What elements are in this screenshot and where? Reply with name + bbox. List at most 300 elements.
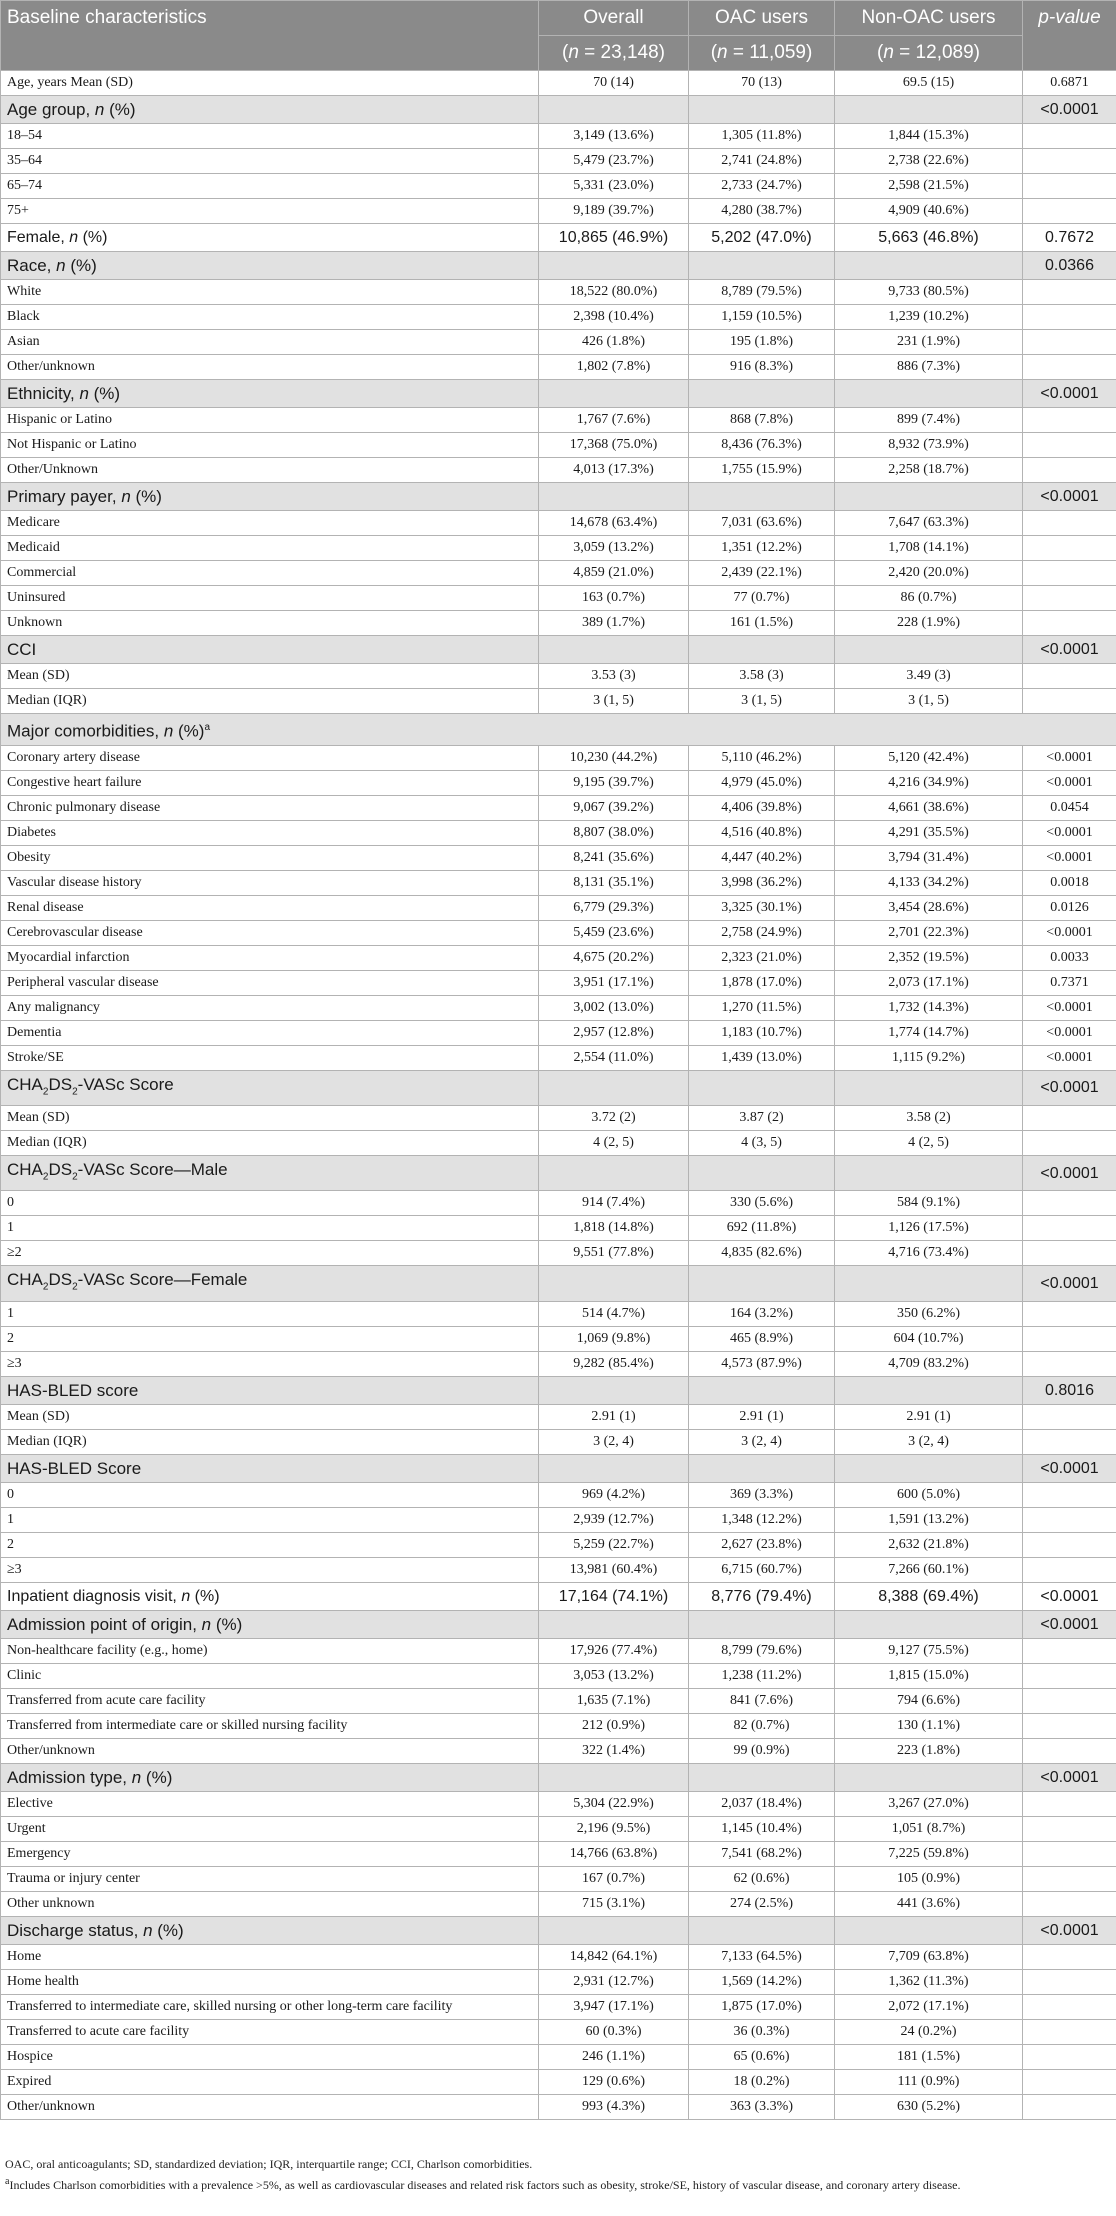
row-label: 65–74 — [1, 174, 539, 199]
table-row — [1, 305, 1116, 330]
cell-non-oac: 604 (10.7%) — [835, 1326, 1023, 1351]
cell-non-oac: 3,794 (31.4%) — [835, 845, 1023, 870]
cell-oac: 77 (0.7%) — [689, 586, 835, 611]
cell-overall: 9,195 (39.7%) — [539, 770, 689, 795]
cell-overall: 969 (4.2%) — [539, 1482, 689, 1507]
cell-oac: 4,447 (40.2%) — [689, 845, 835, 870]
table-row — [1, 149, 1116, 174]
cell-overall: 9,551 (77.8%) — [539, 1241, 689, 1266]
cell-p-value — [1023, 305, 1116, 330]
table-row — [1, 1326, 1116, 1351]
row-label: Other/Unknown — [1, 458, 539, 483]
cell-non-oac: 1,362 (11.3%) — [835, 1969, 1023, 1994]
cell-p-value — [1023, 199, 1116, 224]
cell-overall: 426 (1.8%) — [539, 330, 689, 355]
cell-overall: 514 (4.7%) — [539, 1301, 689, 1326]
cell-oac: 6,715 (60.7%) — [689, 1557, 835, 1582]
cell-oac — [689, 1376, 835, 1404]
row-label: Medicaid — [1, 536, 539, 561]
cell-p-value: <0.0001 — [1023, 1070, 1116, 1105]
cell-p-value — [1023, 2044, 1116, 2069]
cell-p-value — [1023, 1688, 1116, 1713]
row-label: Peripheral vascular disease — [1, 970, 539, 995]
row-label: HAS-BLED score — [1, 1376, 539, 1404]
cell-non-oac: 1,239 (10.2%) — [835, 305, 1023, 330]
cell-overall: 4,013 (17.3%) — [539, 458, 689, 483]
table-row — [1, 845, 1116, 870]
header-overall: Overall — [539, 1, 689, 36]
row-label: Transferred from acute care facility — [1, 1688, 539, 1713]
row-label: Transferred from intermediate care or skilled nursing facility — [1, 1713, 539, 1738]
cell-oac: 1,439 (13.0%) — [689, 1045, 835, 1070]
cell-p-value: <0.0001 — [1023, 1763, 1116, 1791]
row-label: Major comorbidities, n (%)$^a$ — [1, 714, 1116, 746]
table-row — [1, 1816, 1116, 1841]
cell-oac: 1,183 (10.7%) — [689, 1020, 835, 1045]
cell-oac: 3.87 (2) — [689, 1106, 835, 1131]
row-label: Any malignancy — [1, 995, 539, 1020]
cell-overall: 14,766 (63.8%) — [539, 1841, 689, 1866]
cell-p-value — [1023, 1891, 1116, 1916]
table-row — [1, 795, 1116, 820]
cell-non-oac: 4,661 (38.6%) — [835, 795, 1023, 820]
table-row — [1, 1020, 1116, 1045]
cell-p-value — [1023, 1663, 1116, 1688]
cell-overall: 2,554 (11.0%) — [539, 1045, 689, 1070]
cell-p-value — [1023, 1969, 1116, 1994]
cell-oac: 8,776 (79.4%) — [689, 1582, 835, 1610]
row-label: Median (IQR) — [1, 689, 539, 714]
cell-overall: 14,842 (64.1%) — [539, 1944, 689, 1969]
section-row — [1, 1582, 1116, 1610]
cell-oac: 164 (3.2%) — [689, 1301, 835, 1326]
cell-non-oac: 1,051 (8.7%) — [835, 1816, 1023, 1841]
cell-non-oac: 2.91 (1) — [835, 1404, 1023, 1429]
cell-oac: 3,325 (30.1%) — [689, 895, 835, 920]
cell-oac: 1,270 (11.5%) — [689, 995, 835, 1020]
cell-non-oac — [835, 1454, 1023, 1482]
row-label: Primary payer, n (%) — [1, 483, 539, 511]
cell-non-oac — [835, 1610, 1023, 1638]
cell-non-oac: 2,598 (21.5%) — [835, 174, 1023, 199]
cell-non-oac: 228 (1.9%) — [835, 611, 1023, 636]
cell-p-value — [1023, 1404, 1116, 1429]
cell-overall: 3,947 (17.1%) — [539, 1994, 689, 2019]
table-row — [1, 1429, 1116, 1454]
cell-oac: 70 (13) — [689, 71, 835, 96]
table-row — [1, 280, 1116, 305]
cell-oac: 1,348 (12.2%) — [689, 1507, 835, 1532]
cell-non-oac: 4,709 (83.2%) — [835, 1351, 1023, 1376]
cell-p-value — [1023, 2019, 1116, 2044]
cell-non-oac — [835, 380, 1023, 408]
row-label: Home health — [1, 1969, 539, 1994]
cell-p-value — [1023, 2094, 1116, 2119]
cell-oac: 62 (0.6%) — [689, 1866, 835, 1891]
cell-overall: 60 (0.3%) — [539, 2019, 689, 2044]
row-label: CCI — [1, 636, 539, 664]
row-label: Non-healthcare facility (e.g., home) — [1, 1638, 539, 1663]
cell-non-oac: 1,844 (15.3%) — [835, 124, 1023, 149]
cell-non-oac: 3.58 (2) — [835, 1106, 1023, 1131]
cell-overall: 14,678 (63.4%) — [539, 511, 689, 536]
cell-oac: 18 (0.2%) — [689, 2069, 835, 2094]
cell-oac: 65 (0.6%) — [689, 2044, 835, 2069]
cell-non-oac: 600 (5.0%) — [835, 1482, 1023, 1507]
row-label: 35–64 — [1, 149, 539, 174]
cell-p-value — [1023, 330, 1116, 355]
table-row — [1, 1557, 1116, 1582]
row-label: Admission type, n (%) — [1, 1763, 539, 1791]
table-row — [1, 1241, 1116, 1266]
cell-overall: 4 (2, 5) — [539, 1131, 689, 1156]
table-row — [1, 1688, 1116, 1713]
cell-overall — [539, 252, 689, 280]
cell-non-oac: 105 (0.9%) — [835, 1866, 1023, 1891]
table-row — [1, 408, 1116, 433]
row-label: Transferred to acute care facility — [1, 2019, 539, 2044]
table-row — [1, 1841, 1116, 1866]
row-label: Mean (SD) — [1, 1404, 539, 1429]
cell-overall: 3,149 (13.6%) — [539, 124, 689, 149]
row-label: 2 — [1, 1532, 539, 1557]
table-row — [1, 2019, 1116, 2044]
row-label: Not Hispanic or Latino — [1, 433, 539, 458]
cell-overall — [539, 96, 689, 124]
row-label: Mean (SD) — [1, 664, 539, 689]
section-row — [1, 380, 1116, 408]
table-row — [1, 199, 1116, 224]
cell-non-oac: 7,647 (63.3%) — [835, 511, 1023, 536]
row-label: 2 — [1, 1326, 539, 1351]
cell-non-oac: 1,115 (9.2%) — [835, 1045, 1023, 1070]
cell-non-oac: 4,291 (35.5%) — [835, 820, 1023, 845]
cell-oac — [689, 1070, 835, 1105]
table-row — [1, 1191, 1116, 1216]
cell-p-value — [1023, 1638, 1116, 1663]
cell-p-value: <0.0001 — [1023, 380, 1116, 408]
table-row — [1, 1131, 1116, 1156]
row-label: HAS-BLED Score — [1, 1454, 539, 1482]
section-row — [1, 1266, 1116, 1301]
section-row — [1, 1763, 1116, 1791]
row-label: Coronary artery disease — [1, 745, 539, 770]
table-footnotes — [0, 2156, 1115, 2194]
cell-p-value: 0.6871 — [1023, 71, 1116, 96]
cell-oac: 2,439 (22.1%) — [689, 561, 835, 586]
cell-overall — [539, 636, 689, 664]
cell-non-oac: 1,732 (14.3%) — [835, 995, 1023, 1020]
row-label: Congestive heart failure — [1, 770, 539, 795]
cell-non-oac — [835, 1156, 1023, 1191]
table-row — [1, 1969, 1116, 1994]
table-row — [1, 820, 1116, 845]
cell-oac: 369 (3.3%) — [689, 1482, 835, 1507]
row-label: Discharge status, n (%) — [1, 1916, 539, 1944]
cell-p-value — [1023, 2069, 1116, 2094]
cell-p-value — [1023, 586, 1116, 611]
cell-p-value — [1023, 458, 1116, 483]
cell-oac: 2.91 (1) — [689, 1404, 835, 1429]
cell-non-oac: 3.49 (3) — [835, 664, 1023, 689]
cell-overall: 3.72 (2) — [539, 1106, 689, 1131]
table-row — [1, 1866, 1116, 1891]
cell-p-value — [1023, 1429, 1116, 1454]
cell-non-oac — [835, 1916, 1023, 1944]
row-label: Other unknown — [1, 1891, 539, 1916]
table-row — [1, 174, 1116, 199]
row-label: Median (IQR) — [1, 1131, 539, 1156]
table-row — [1, 433, 1116, 458]
cell-p-value: <0.0001 — [1023, 845, 1116, 870]
row-label: ≥3 — [1, 1351, 539, 1376]
cell-overall — [539, 1763, 689, 1791]
cell-overall: 212 (0.9%) — [539, 1713, 689, 1738]
cell-overall: 389 (1.7%) — [539, 611, 689, 636]
table-row — [1, 586, 1116, 611]
cell-overall: 1,767 (7.6%) — [539, 408, 689, 433]
row-label: Urgent — [1, 1816, 539, 1841]
cell-p-value: <0.0001 — [1023, 920, 1116, 945]
cell-non-oac: 886 (7.3%) — [835, 355, 1023, 380]
cell-overall: 5,331 (23.0%) — [539, 174, 689, 199]
table-row — [1, 2069, 1116, 2094]
row-label: 18–54 — [1, 124, 539, 149]
table-row — [1, 870, 1116, 895]
cell-p-value — [1023, 1866, 1116, 1891]
cell-overall: 5,459 (23.6%) — [539, 920, 689, 945]
cell-overall — [539, 380, 689, 408]
cell-overall — [539, 1454, 689, 1482]
row-label: $CHA_2DS_2$-VASc Score—Male — [1, 1156, 539, 1191]
cell-p-value — [1023, 611, 1116, 636]
cell-non-oac: 24 (0.2%) — [835, 2019, 1023, 2044]
cell-non-oac — [835, 1266, 1023, 1301]
cell-p-value: <0.0001 — [1023, 1454, 1116, 1482]
cell-p-value — [1023, 561, 1116, 586]
cell-overall: 10,230 (44.2%) — [539, 745, 689, 770]
section-row — [1, 1376, 1116, 1404]
cell-non-oac — [835, 1070, 1023, 1105]
cell-overall: 17,368 (75.0%) — [539, 433, 689, 458]
cell-p-value: <0.0001 — [1023, 636, 1116, 664]
cell-overall: 17,164 (74.1%) — [539, 1582, 689, 1610]
cell-overall: 4,859 (21.0%) — [539, 561, 689, 586]
cell-overall: 167 (0.7%) — [539, 1866, 689, 1891]
cell-non-oac: 1,126 (17.5%) — [835, 1216, 1023, 1241]
cell-overall: 3,059 (13.2%) — [539, 536, 689, 561]
cell-oac — [689, 96, 835, 124]
cell-oac — [689, 380, 835, 408]
table-row — [1, 1404, 1116, 1429]
cell-overall — [539, 1070, 689, 1105]
cell-overall: 129 (0.6%) — [539, 2069, 689, 2094]
cell-oac: 3.58 (3) — [689, 664, 835, 689]
cell-overall: 2,957 (12.8%) — [539, 1020, 689, 1045]
cell-oac: 1,351 (12.2%) — [689, 536, 835, 561]
cell-p-value — [1023, 1507, 1116, 1532]
cell-oac: 4,406 (39.8%) — [689, 795, 835, 820]
cell-p-value — [1023, 1557, 1116, 1582]
cell-overall: 8,807 (38.0%) — [539, 820, 689, 845]
cell-overall: 4,675 (20.2%) — [539, 945, 689, 970]
cell-oac — [689, 1266, 835, 1301]
footnote-comorbidities-text: Includes Charlson comorbidities with a prevalence >5%, as well as cardiovascular diseases and related risk factors such as obesity, stroke/SE, history of vascular disease, and coronary artery disease. — [9, 2178, 961, 2192]
cell-oac — [689, 636, 835, 664]
cell-oac: 82 (0.7%) — [689, 1713, 835, 1738]
cell-overall: 3.53 (3) — [539, 664, 689, 689]
cell-p-value — [1023, 149, 1116, 174]
row-label: Diabetes — [1, 820, 539, 845]
cell-p-value: <0.0001 — [1023, 770, 1116, 795]
cell-p-value: <0.0001 — [1023, 1916, 1116, 1944]
row-label: ≥3 — [1, 1557, 539, 1582]
cell-p-value: <0.0001 — [1023, 1045, 1116, 1070]
cell-overall: 3,002 (13.0%) — [539, 995, 689, 1020]
table-row — [1, 1738, 1116, 1763]
row-label: Inpatient diagnosis visit, n (%) — [1, 1582, 539, 1610]
cell-non-oac: 2,420 (20.0%) — [835, 561, 1023, 586]
cell-overall: 1,635 (7.1%) — [539, 1688, 689, 1713]
cell-overall: 993 (4.3%) — [539, 2094, 689, 2119]
table-row — [1, 1351, 1116, 1376]
cell-non-oac: 794 (6.6%) — [835, 1688, 1023, 1713]
row-label: Other/unknown — [1, 2094, 539, 2119]
cell-non-oac: 3 (1, 5) — [835, 689, 1023, 714]
cell-p-value — [1023, 1994, 1116, 2019]
table-row — [1, 1532, 1116, 1557]
row-label: Expired — [1, 2069, 539, 2094]
row-label: Mean (SD) — [1, 1106, 539, 1131]
cell-p-value: <0.0001 — [1023, 995, 1116, 1020]
table-row — [1, 1944, 1116, 1969]
cell-oac: 868 (7.8%) — [689, 408, 835, 433]
cell-oac: 2,323 (21.0%) — [689, 945, 835, 970]
cell-p-value: 0.0454 — [1023, 795, 1116, 820]
cell-overall: 2,939 (12.7%) — [539, 1507, 689, 1532]
cell-non-oac: 1,708 (14.1%) — [835, 536, 1023, 561]
cell-overall: 163 (0.7%) — [539, 586, 689, 611]
cell-oac — [689, 1916, 835, 1944]
table-row — [1, 1891, 1116, 1916]
cell-non-oac: 3,454 (28.6%) — [835, 895, 1023, 920]
cell-oac: 274 (2.5%) — [689, 1891, 835, 1916]
cell-non-oac: 223 (1.8%) — [835, 1738, 1023, 1763]
cell-overall — [539, 1916, 689, 1944]
cell-overall: 9,189 (39.7%) — [539, 199, 689, 224]
table-row — [1, 1482, 1116, 1507]
cell-non-oac: 899 (7.4%) — [835, 408, 1023, 433]
cell-p-value — [1023, 1532, 1116, 1557]
cell-oac — [689, 1156, 835, 1191]
cell-oac — [689, 483, 835, 511]
row-label: White — [1, 280, 539, 305]
cell-non-oac — [835, 252, 1023, 280]
row-label: Hispanic or Latino — [1, 408, 539, 433]
cell-overall: 2,931 (12.7%) — [539, 1969, 689, 1994]
cell-oac: 4,516 (40.8%) — [689, 820, 835, 845]
cell-oac: 1,145 (10.4%) — [689, 1816, 835, 1841]
row-label: Medicare — [1, 511, 539, 536]
cell-p-value — [1023, 1191, 1116, 1216]
row-label: Ethnicity, n (%) — [1, 380, 539, 408]
row-label: 0 — [1, 1191, 539, 1216]
header-p-value: p-value — [1023, 1, 1116, 71]
header-n-oac: (n = 11,059) — [689, 36, 835, 71]
cell-oac: 7,133 (64.5%) — [689, 1944, 835, 1969]
cell-overall: 2.91 (1) — [539, 1404, 689, 1429]
header-row — [1, 1, 1116, 36]
cell-p-value: 0.7672 — [1023, 224, 1116, 252]
cell-overall: 3 (2, 4) — [539, 1429, 689, 1454]
cell-overall — [539, 1156, 689, 1191]
cell-oac: 692 (11.8%) — [689, 1216, 835, 1241]
cell-p-value — [1023, 1944, 1116, 1969]
cell-non-oac: 3 (2, 4) — [835, 1429, 1023, 1454]
header-n-overall: (n = 23,148) — [539, 36, 689, 71]
cell-oac: 1,569 (14.2%) — [689, 1969, 835, 1994]
cell-non-oac: 69.5 (15) — [835, 71, 1023, 96]
cell-overall: 8,241 (35.6%) — [539, 845, 689, 870]
cell-non-oac: 4 (2, 5) — [835, 1131, 1023, 1156]
table-row — [1, 71, 1116, 96]
cell-oac: 4,979 (45.0%) — [689, 770, 835, 795]
section-row — [1, 1454, 1116, 1482]
cell-overall: 9,282 (85.4%) — [539, 1351, 689, 1376]
section-row — [1, 1916, 1116, 1944]
cell-non-oac — [835, 1763, 1023, 1791]
table-row — [1, 970, 1116, 995]
section-row — [1, 252, 1116, 280]
cell-oac: 841 (7.6%) — [689, 1688, 835, 1713]
cell-non-oac: 4,716 (73.4%) — [835, 1241, 1023, 1266]
cell-oac: 330 (5.6%) — [689, 1191, 835, 1216]
table-row — [1, 1507, 1116, 1532]
row-label: Other/unknown — [1, 1738, 539, 1763]
cell-overall: 3 (1, 5) — [539, 689, 689, 714]
cell-non-oac: 181 (1.5%) — [835, 2044, 1023, 2069]
section-row — [1, 1610, 1116, 1638]
cell-p-value: <0.0001 — [1023, 96, 1116, 124]
table-row — [1, 458, 1116, 483]
row-label: Median (IQR) — [1, 1429, 539, 1454]
table-row — [1, 664, 1116, 689]
cell-p-value — [1023, 1301, 1116, 1326]
table-row — [1, 689, 1116, 714]
table-row — [1, 995, 1116, 1020]
table-body — [1, 71, 1116, 2120]
cell-overall: 3,951 (17.1%) — [539, 970, 689, 995]
cell-p-value — [1023, 1216, 1116, 1241]
cell-p-value: 0.0018 — [1023, 870, 1116, 895]
cell-oac: 4 (3, 5) — [689, 1131, 835, 1156]
cell-oac: 2,733 (24.7%) — [689, 174, 835, 199]
table-row — [1, 1301, 1116, 1326]
header-n-non-oac: (n = 12,089) — [835, 36, 1023, 71]
row-label: Trauma or injury center — [1, 1866, 539, 1891]
cell-non-oac: 8,388 (69.4%) — [835, 1582, 1023, 1610]
cell-non-oac: 5,120 (42.4%) — [835, 745, 1023, 770]
cell-oac: 2,037 (18.4%) — [689, 1791, 835, 1816]
cell-non-oac: 2,738 (22.6%) — [835, 149, 1023, 174]
cell-oac: 1,159 (10.5%) — [689, 305, 835, 330]
table-row — [1, 355, 1116, 380]
cell-non-oac — [835, 636, 1023, 664]
table-row — [1, 1713, 1116, 1738]
cell-non-oac: 7,709 (63.8%) — [835, 1944, 1023, 1969]
cell-overall: 17,926 (77.4%) — [539, 1638, 689, 1663]
table-row — [1, 561, 1116, 586]
